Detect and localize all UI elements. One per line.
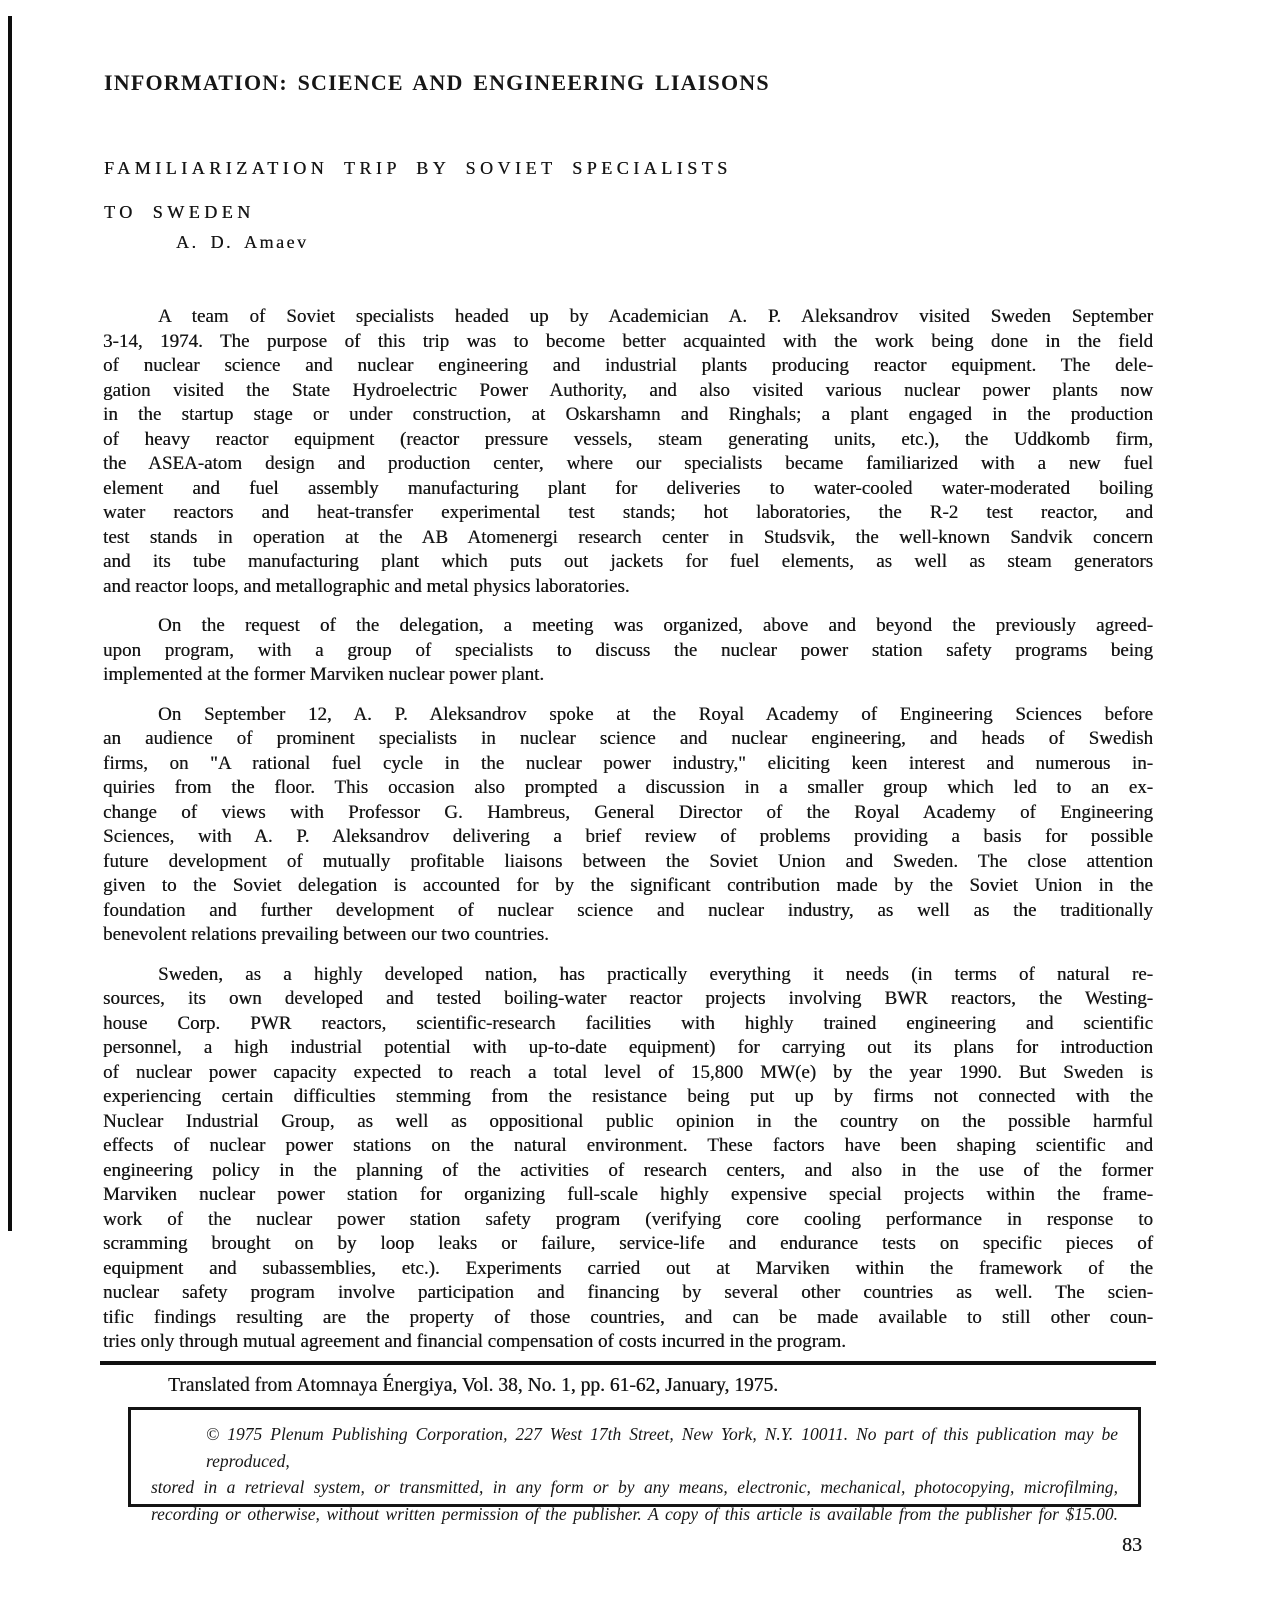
copyright-box [128, 1407, 1141, 1524]
author-name: A. D. Amaev [176, 232, 309, 252]
scan-edge-artifact [8, 16, 12, 1231]
footnote-divider-rule [100, 1361, 1156, 1365]
article-title [104, 146, 1164, 234]
article-title-line-2: TO SWEDEN [104, 202, 255, 222]
paragraph: A team of Soviet specialists headed up by Academician A. P. Aleksandrov visited Sweden September 3-14, 1974. The purpose of this trip was to become better acquainted with the work being done in the field of nuclear science and nuclear engineering and industrial plants producing reactor equipment. The dele- gation visited the State Hydroelectric Power Authority, and also visited various nuclear power plants now in the startup stage or under construction, at Oskarshamn and Ringhals; a plant engaged in the production of heavy reactor equipment (reactor pressure vessels, steam generating units, etc.), the Uddkomb firm, the ASEA-atom design and production center, where our specialists became familiarized with a new fuel element and fuel assembly manufacturing plant for deliveries to water-cooled water-moderated boiling water reactors and heat-transfer experimental test stands; hot laboratories, the R-2 test reactor, and test stands in operation at the AB Atomenergi research center in Studsvik, the well-known Sandvik concern and its tube manufacturing plant which puts out jackets for fuel elements, as well as steam generators and reactor loops, and metallographic and metal physics laboratories. [103, 306, 1153, 597]
page-number: 83 [1122, 1534, 1142, 1556]
paragraph: On the request of the delegation, a meeting was organized, above and beyond the previously agreed- upon program, with a group of specialists to discuss the nuclear power station safety programs being implemented at the former Marviken nuclear power plant. [103, 615, 1153, 685]
paragraph: Sweden, as a highly developed nation, has practically everything it needs (in terms of natural re- sources, its own developed and tested boiling-water reactor projects involving BWR reactors, the Westing- house Corp. PWR reactors, scientific-research facilities with highly trained engineering and scientific personnel, a high industrial potential with up-to-date equipment) for carrying out its plans for introduction of nuclear power capacity expected to reach a total level of 15,800 MW(e) by the year 1990. But Sweden is experiencing certain difficulties stemming from the resistance being put up by firms not connected with the Nuclear Industrial Group, as well as oppositional public opinion in the country on the possible harmful effects of nuclear power stations on the natural environment. These factors have been shaping scientific and engineering policy in the planning of the activities of research centers, and also in the use of the former Marviken nuclear power station for organizing full-scale highly expensive special projects within the frame- work of the nuclear power station safety program (verifying core cooling performance in response to scramming brought on by loop leaks or failure, service-life and endurance tests on specific pieces of equipment and subassemblies, etc.). Experiments carried out at Marviken within the framework of the nuclear safety program involve participation and financing by several other countries as well. The scien- tific findings resulting are the property of those countries, and can be made available to still other coun- tries only through mutual agreement and financial compensation of costs incurred in the program. [103, 963, 1153, 1352]
article-body [103, 305, 1153, 1355]
paragraph: On September 12, A. P. Aleksandrov spoke at the Royal Academy of Engineering Sciences before an audience of prominent specialists in nuclear science and nuclear engineering, and heads of Swedish firms, on "A rational fuel cycle in the nuclear power industry," eliciting keen interest and numerous in- quiries from the floor. This occasion also prompted a discussion in a smaller group which led to an ex- change of views with Professor G. Hambreus, General Director of the Royal Academy of Engineering Sciences, with A. P. Aleksandrov delivering a brief review of problems providing a basis for possible future development of mutually profitable liaisons between the Soviet Union and Sweden. The close attention given to the Soviet delegation is accounted for by the significant contribution made by the Soviet Union in the foundation and further development of nuclear science and nuclear industry, as well as the traditionally benevolent relations prevailing between our two countries. [103, 703, 1153, 945]
translation-note: Translated from Atomnaya Énergiya, Vol. 38, No. 1, pp. 61-62, January, 1975. [168, 1375, 779, 1396]
section-header: INFORMATION: SCIENCE AND ENGINEERING LIAISONS [104, 70, 770, 95]
article-title-line-1: FAMILIARIZATION TRIP BY SOVIET SPECIALISTS [104, 158, 732, 178]
copyright-text: © 1975 Plenum Publishing Corporation, 227 West 17th Street, New York, N.Y. 10011. No part of this publication may be reproduced, stored in a retrieval system, or transmitted, in any form or by any means, electronic, mechanical, photocopying, microfilming, recording or otherwise, without written permission of the publisher. A copy of this article is available from the publisher for $15.00. [151, 1424, 1118, 1524]
